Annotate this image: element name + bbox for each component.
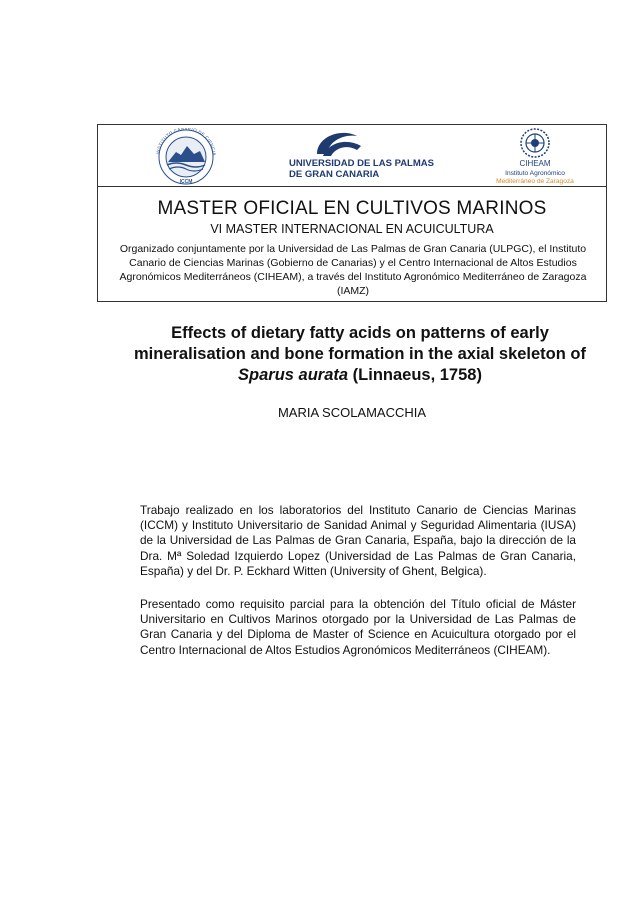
thesis-title-authority: (Linnaeus, 1758) xyxy=(348,366,482,384)
thesis-title xyxy=(130,323,590,386)
master-title: MASTER OFICIAL EN CULTIVOS MARINOS xyxy=(157,198,547,219)
ulpgc-line2: DE GRAN CANARIA xyxy=(289,169,380,180)
ulpgc-line1: UNIVERSIDAD DE LAS PALMAS xyxy=(289,158,434,169)
header-divider xyxy=(98,186,606,187)
iccm-bottom-text: ICCM xyxy=(179,179,193,185)
iccm-logo xyxy=(150,128,222,186)
author-name: MARIA SCOLAMACCHIA xyxy=(277,405,427,420)
ciheam-acronym: CIHEAM xyxy=(519,159,551,168)
species-name: Sparus aurata xyxy=(238,366,349,384)
iccm-ring-text: INSTITUTO CANARIO DE CIENCIA xyxy=(155,128,218,156)
ulpgc-logo xyxy=(287,126,435,181)
submission-paragraph: Presentado como requisito parcial para la obtención del Título oficial de Máster Universitario en Cultivos Marinos otorgado por la Universidad de Las Palmas de Gran Canaria y del Diploma de Master of Science en Acuicultura otorgado por el Centro Internacional de Altos Estudios Agronómicos Mediterráneos (CIHEAM). xyxy=(140,597,576,657)
ciheam-line1: Instituto Agronómico xyxy=(505,170,565,177)
ciheam-line2: Mediterráneo de Zaragoza xyxy=(496,178,574,185)
organized-by-text: Organizado conjuntamente por la Universidad de Las Palmas de Gran Canaria (ULPGC), el Instituto Canario de Ciencias Marinas (Gobierno de Canarias) y el Centro Internacional de Altos Estudios Agronómicos Mediterráneos (CIHEAM), a través del Instituto Agronómico Mediterráneo de Zaragoza (IAMZ) xyxy=(119,243,587,297)
ciheam-logo xyxy=(483,127,593,185)
thesis-title-main: Effects of dietary fatty acids on patterns of early mineralisation and bone formation in the axial skeleton of xyxy=(134,324,586,363)
master-subtitle: VI MASTER INTERNACIONAL EN ACUICULTURA xyxy=(210,222,494,236)
work-description-paragraph: Trabajo realizado en los laboratorios del Instituto Canario de Ciencias Marinas (ICCM) y Instituto Universitario de Sanidad Animal y Seguridad Alimentaria (IUSA) de la Universidad de Las Palmas de Gran Canaria, España, bajo la dirección de la Dra. Mª Soledad Izquierdo Lopez (Universidad de Las Palmas de Gran Canaria, España) y del Dr. P. Eckhard Witten (University of Ghent, Belgica). xyxy=(140,503,576,578)
